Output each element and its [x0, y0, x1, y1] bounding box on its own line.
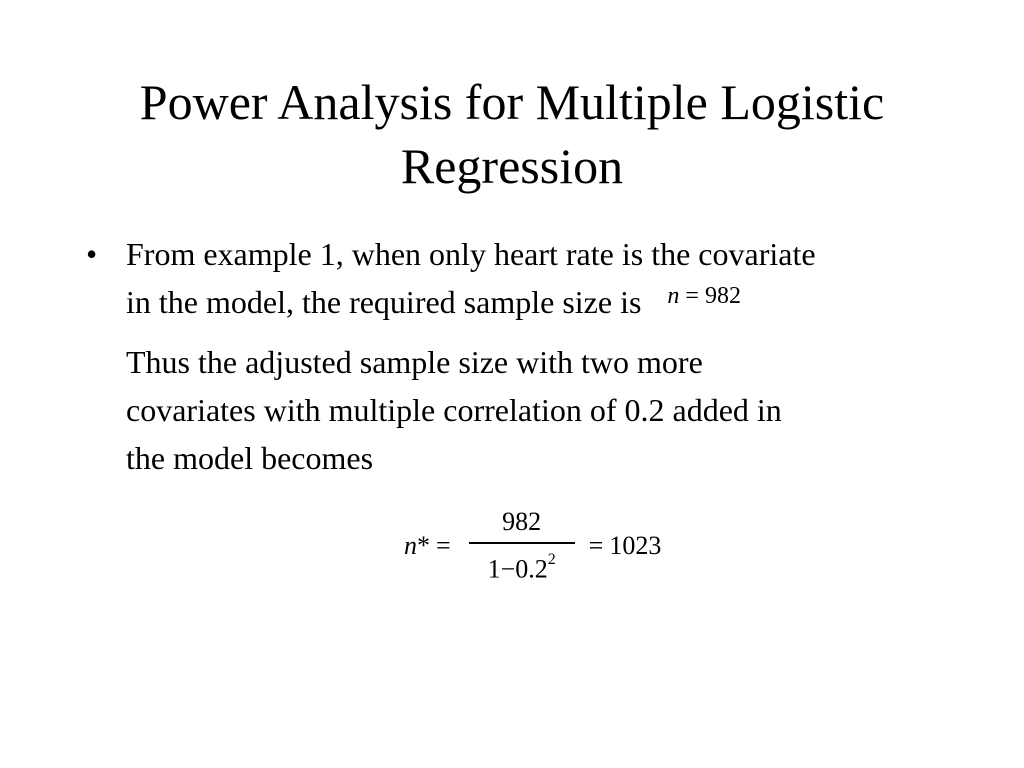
formula-lhs-star: *: [417, 530, 430, 560]
inline-eq-var: n: [667, 283, 680, 309]
para-line-3: the model becomes: [126, 440, 374, 476]
inline-eq-value: 982: [704, 283, 741, 309]
adjusted-sample-size-formula: [404, 508, 661, 584]
bullet-line-2-text: in the model, the required sample size is: [126, 284, 642, 320]
formula-equals-1: =: [436, 530, 451, 560]
inline-equation: [667, 272, 741, 320]
formula-numerator: 982: [502, 507, 542, 536]
formula-den-base: 1−0.2: [487, 554, 548, 584]
formula-den-exponent: 2: [547, 551, 556, 568]
title-line-1: Power Analysis for Multiple Logistic: [139, 74, 885, 130]
bullet-line-1: From example 1, when only heart rate is the covariate: [126, 236, 816, 272]
para-line-1: Thus the adjusted sample size with two more: [126, 344, 703, 380]
bullet-text: [126, 230, 816, 330]
continuation-paragraph: [126, 338, 1006, 482]
formula-denominator: [488, 544, 556, 584]
bullet-icon: •: [86, 236, 98, 272]
bullet-line-2: [126, 278, 816, 330]
bullet-item: [86, 230, 1006, 330]
para-line-2: covariates with multiple correlation of 0.2 added in: [126, 392, 782, 428]
formula-result: 1023: [609, 530, 662, 560]
formula-fraction: [469, 508, 575, 584]
formula-equals-2: =: [588, 530, 604, 560]
title-line-2: Regression: [400, 138, 624, 194]
inline-eq-equals: =: [685, 283, 699, 309]
formula-lhs-var: n: [404, 530, 417, 560]
slide-body: [86, 230, 1006, 482]
slide-title: [0, 70, 1024, 198]
